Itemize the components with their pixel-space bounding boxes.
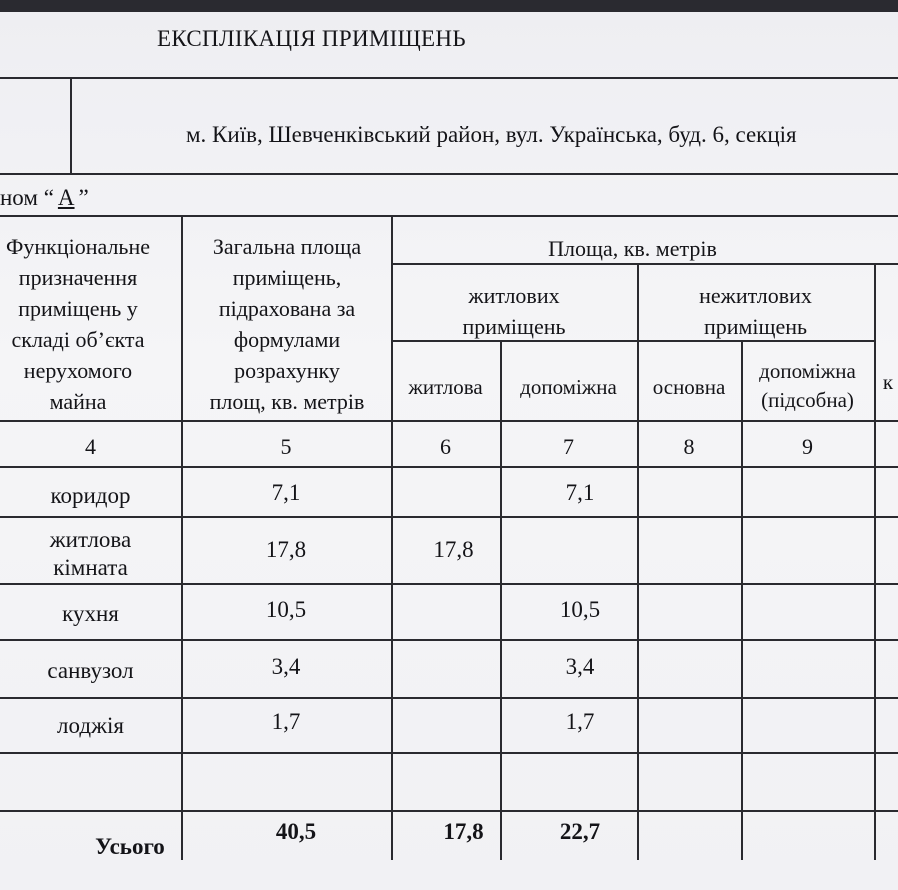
- quote-open: “: [43, 185, 54, 210]
- header-function: [0, 231, 186, 417]
- frame-line: [0, 77, 898, 79]
- table-line: [0, 215, 898, 217]
- table-line: [0, 583, 898, 585]
- room-letter: А: [57, 185, 75, 210]
- table-line: [0, 516, 898, 518]
- frame-line: [70, 77, 72, 174]
- row-total: 3,4: [271, 654, 301, 679]
- header-line: нерухомого: [23, 358, 133, 383]
- header-line: нежитлових: [699, 283, 812, 308]
- column-number: 9: [802, 434, 813, 459]
- table-line: [637, 263, 639, 860]
- header-line: майна: [49, 389, 107, 414]
- row-total: 7,1: [271, 480, 301, 505]
- row-name-line: житлова: [49, 527, 132, 552]
- row-name: кухня: [62, 601, 119, 626]
- column-number: 4: [85, 434, 96, 459]
- column-number: 6: [440, 434, 451, 459]
- row-living: 17,8: [433, 537, 474, 562]
- header-line: формулами: [233, 327, 341, 352]
- row-name: [0, 526, 181, 582]
- row-auxiliary: 7,1: [565, 480, 595, 505]
- room-prefix: ном: [0, 185, 38, 210]
- row-auxiliary: 10,5: [559, 597, 601, 622]
- header-main: основна: [652, 375, 726, 399]
- table-line: [741, 340, 743, 860]
- table-line: [874, 263, 876, 860]
- totals-total: 40,5: [275, 819, 317, 844]
- row-total: 1,7: [271, 709, 301, 734]
- header-line: приміщень у: [18, 296, 138, 321]
- totals-living: 17,8: [443, 819, 484, 844]
- document-title: ЕКСПЛІКАЦІЯ ПРИМІЩЕНЬ: [157, 26, 466, 51]
- header-area-group: Площа, кв. метрів: [548, 236, 717, 261]
- header-total-area: [183, 231, 391, 417]
- frame-line: [0, 173, 898, 175]
- totals-label: Усього: [95, 834, 165, 859]
- row-auxiliary: 1,7: [565, 709, 595, 734]
- table-line: [0, 697, 898, 699]
- column-number: 8: [683, 434, 695, 459]
- header-line: житлових: [468, 283, 560, 308]
- page-top-edge: [0, 0, 898, 12]
- table-line: [0, 466, 898, 468]
- header-auxiliary: допоміжна: [520, 375, 617, 399]
- header-col10-fragment: к: [882, 370, 894, 394]
- header-line: підрахована за: [218, 296, 356, 321]
- row-total: 17,8: [265, 537, 307, 562]
- header-line: призначення: [18, 265, 138, 290]
- totals-auxiliary: 22,7: [559, 819, 601, 844]
- row-name: санвузол: [47, 658, 134, 683]
- header-nonresidential-group: [637, 280, 874, 342]
- header-residential-group: [391, 280, 637, 342]
- table-line: [0, 420, 898, 422]
- header-auxiliary-utility: [741, 357, 874, 415]
- row-name: лоджія: [57, 713, 124, 738]
- table-line: [0, 639, 898, 641]
- header-line: розрахунку: [234, 358, 340, 383]
- quote-close: ”: [78, 185, 89, 210]
- header-line: Загальна площа: [212, 234, 362, 259]
- row-auxiliary: 3,4: [565, 654, 595, 679]
- header-line: складі об’єкта: [11, 327, 145, 352]
- header-line: (підсобна): [761, 388, 854, 412]
- header-line: приміщень,: [232, 265, 342, 290]
- address-text: м. Київ, Шевченківський район, вул. Українська, буд. 6, секція: [186, 122, 797, 147]
- header-line: приміщень: [703, 314, 808, 339]
- column-number: 5: [280, 434, 292, 459]
- room-label: [0, 185, 89, 211]
- header-line: приміщень: [462, 314, 566, 339]
- row-name-line: кімната: [53, 555, 128, 580]
- table-line: [0, 810, 898, 812]
- row-total: 10,5: [265, 597, 307, 622]
- header-line: площ, кв. метрів: [209, 389, 365, 414]
- column-number: 7: [563, 434, 574, 459]
- header-line: допоміжна: [759, 359, 856, 383]
- row-name: коридор: [50, 483, 131, 508]
- header-line: Функціональне: [5, 234, 150, 259]
- header-living: житлова: [408, 375, 483, 399]
- table-line: [0, 752, 898, 754]
